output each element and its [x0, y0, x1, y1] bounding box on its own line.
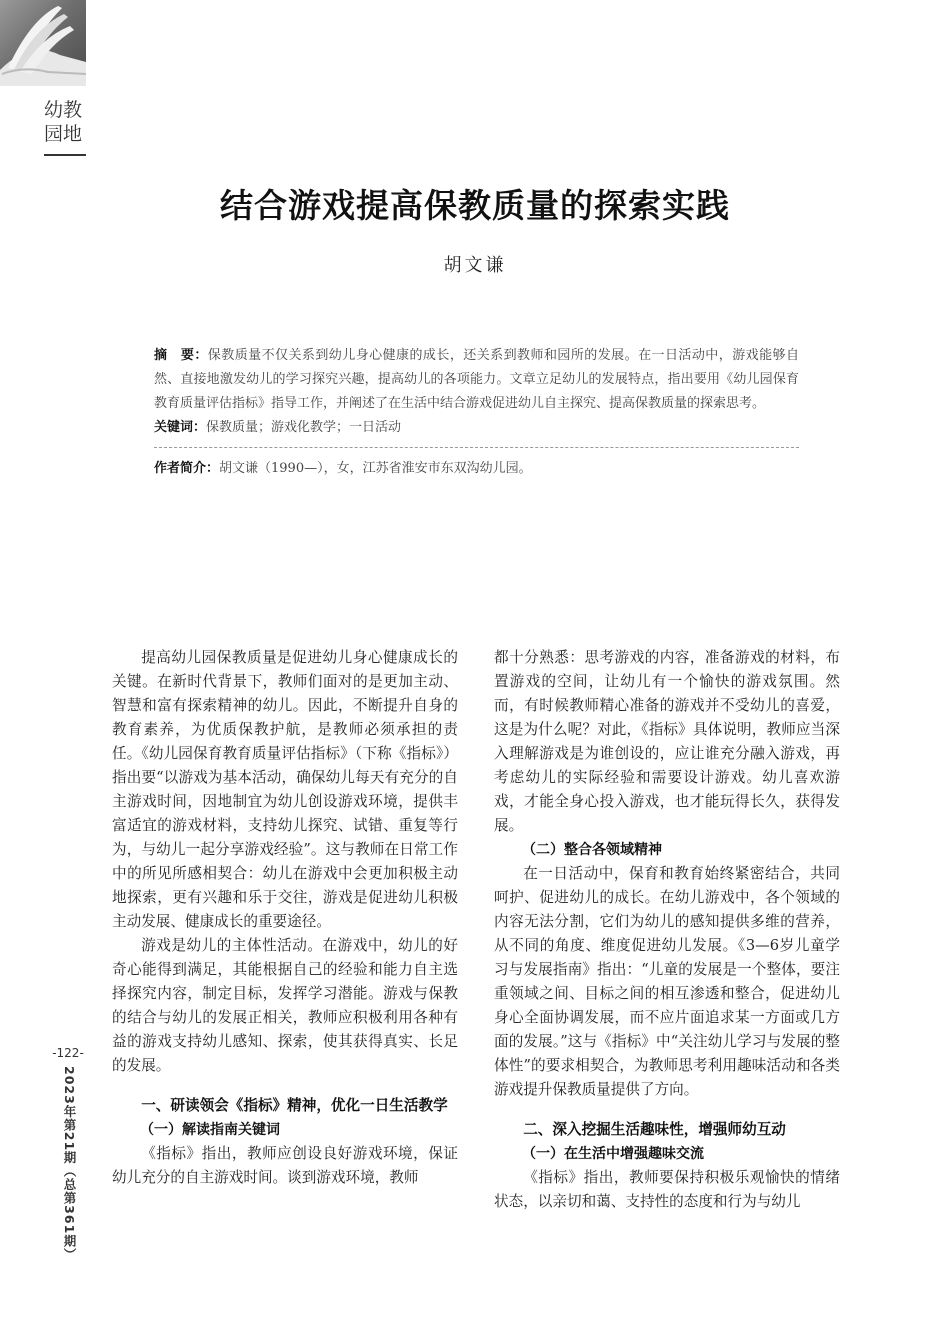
subsection-heading-2-1: （一）在生活中增强趣味交流: [522, 1146, 704, 1162]
paragraph: 在一日活动中，保育和教育始终紧密结合，共同呵护、促进幼儿的成长。在幼儿游戏中，各个领域的内容无法分割，它们为幼儿的感知提供多维的营养，从不同的角度、维度促进幼儿发展。《3—6岁儿童学习与发展指南》指出：“儿童的发展是一个整体，要注重领域之间、目标之间的相互渗透和整合，促进幼儿身心全面协调发展，而不应片面追求某一方面或几方面的发展。”这与《指标》中“关注幼儿学习与发展的整体性”的要求相契合，为教师思考利用趣味活动和各类游戏提升保教质量提供了方向。: [494, 865, 840, 1098]
article-title: 结合游戏提高保教质量的探索实践: [220, 186, 730, 225]
subsection-heading-1-1: （一）解读指南关键词: [140, 1122, 280, 1138]
keywords-text: 保教质量；游戏化教学；一日活动: [206, 420, 402, 435]
subsection-heading-1-2: （二）整合各领域精神: [522, 842, 662, 858]
section-label-line2: 园地: [43, 123, 82, 145]
section-heading-1: 一、研读领会《指标》精神，优化一日生活教学: [141, 1097, 448, 1114]
paragraph: 《指标》指出，教师要保持积极乐观愉快的情绪状态，以亲切和蔼、支持性的态度和行为与幼儿: [494, 1169, 840, 1210]
section-heading-2: 二、深入挖掘生活趣味性，增强师幼互动: [523, 1121, 786, 1138]
paragraph: 都十分熟悉：思考游戏的内容，准备游戏的材料，布置游戏的空间，让幼儿有一个愉快的游戏氛围。然而，有时候教师精心准备的游戏并不受幼儿的喜爱，这是为什么呢？对此，《指标》具体说明，教师应当深入理解游戏是为谁创设的，应让谁充分融入游戏，再考虑幼儿的实际经验和需要设计游戏。幼儿喜欢游戏，才能全身心投入游戏，也才能玩得长久，获得发展。: [494, 649, 840, 834]
body-column-right: [494, 646, 840, 1214]
section-label-line1: 幼教: [43, 99, 82, 121]
abstract: [154, 344, 799, 416]
section-label: [40, 98, 86, 146]
open-book-icon: [0, 0, 86, 86]
body-column-left: [112, 646, 458, 1190]
abstract-label: 摘 要：: [154, 348, 208, 363]
author-bio-label: 作者简介：: [154, 461, 220, 476]
article-author: 胡文谦: [443, 255, 507, 276]
dashed-divider: [154, 447, 799, 448]
paragraph: 《指标》指出，教师应创设良好游戏环境，保证幼儿充分的自主游戏时间。谈到游戏环境，教师: [112, 1145, 458, 1186]
keywords-label: 关键词：: [154, 420, 207, 435]
paragraph: 游戏是幼儿的主体性活动。在游戏中，幼儿的好奇心能得到满足，其能根据自己的经验和能力自主选择探究内容，制定目标，发挥学习潜能。游戏与保教的结合与幼儿的发展正相关，教师应积极利用各种有益的游戏支持幼儿感知、探索，使其获得真实、长足的发展。: [112, 937, 458, 1074]
book-photo: [0, 0, 86, 86]
abstract-block: [154, 344, 799, 481]
keywords: [154, 416, 799, 440]
author-bio-text: 胡文谦（1990—），女，江苏省淮安市东双沟幼儿园。: [219, 461, 532, 476]
abstract-text: 保教质量不仅关系到幼儿身心健康的成长，还关系到教师和园所的发展。在一日活动中，游戏能够自然、直接地激发幼儿的学习探究兴趣，提高幼儿的各项能力。文章立足幼儿的发展特点，指出要用《幼儿园保育教育质量评估指标》指导工作，并阐述了在生活中结合游戏促进幼儿自主探究、提高保教质量的探索思考。: [154, 348, 799, 411]
issue-info: 2023年第21期（总第361期）: [62, 1066, 77, 1262]
author-bio: [154, 457, 799, 481]
page-number: -122-: [52, 1046, 84, 1060]
paragraph: 提高幼儿园保教质量是促进幼儿身心健康成长的关键。在新时代背景下，教师们面对的是更加主动、智慧和富有探索精神的幼儿。因此，不断提升自身的教育素养，为优质保教护航，是教师必须承担的责任。《幼儿园保育教育质量评估指标》（下称《指标》）指出要“以游戏为基本活动，确保幼儿每天有充分的自主游戏时间，因地制宜为幼儿创设游戏环境，提供丰富适宜的游戏材料，支持幼儿探究、试错、重复等行为，与幼儿一起分享游戏经验”。这与教师在日常工作中的所见所感相契合：幼儿在游戏中会更加积极主动地探索，更有兴趣和乐于交往，游戏是促进幼儿积极主动发展、健康成长的重要途径。: [112, 649, 458, 930]
section-divider: [44, 154, 86, 156]
